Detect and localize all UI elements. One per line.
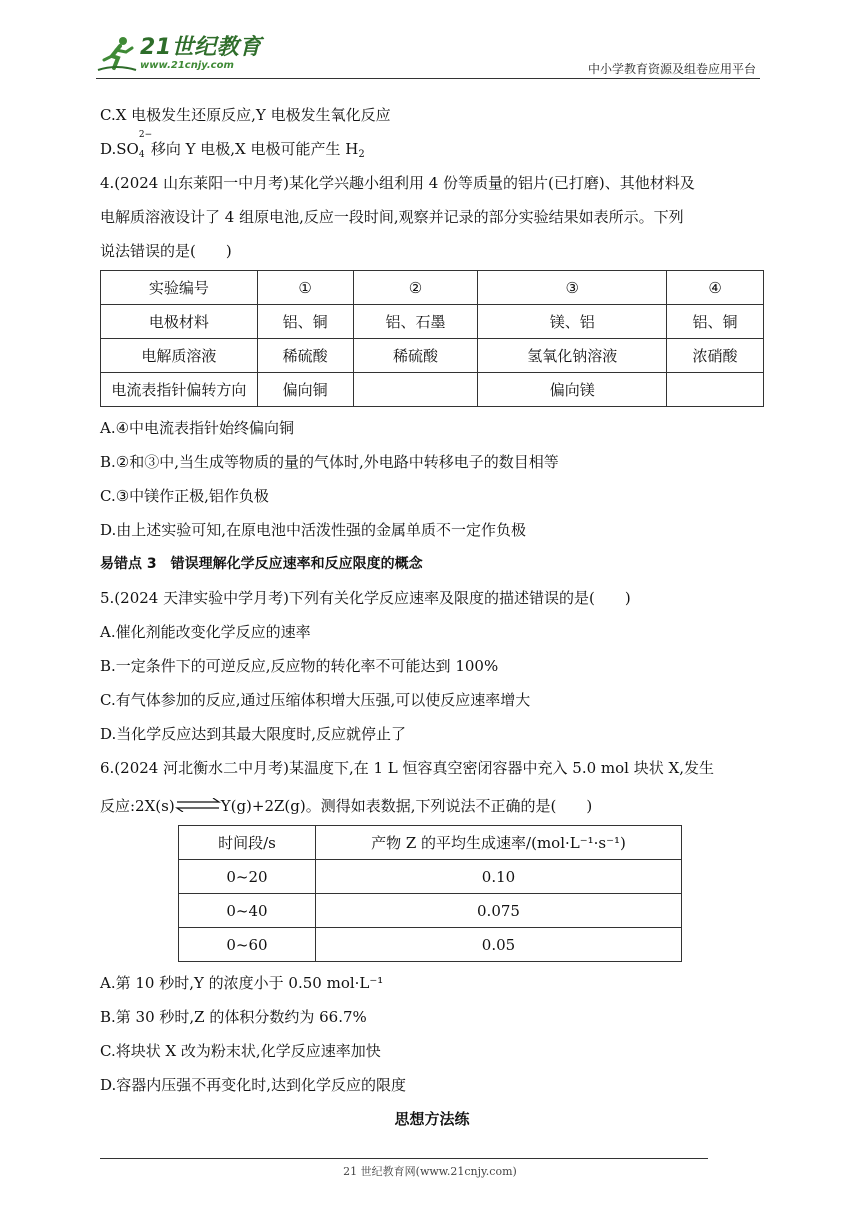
- table-cell: 铝、石墨: [353, 305, 478, 339]
- table-cell: 铝、铜: [257, 305, 353, 339]
- page-footer: 21 世纪教育网(www.21cnjy.com): [343, 1165, 517, 1178]
- table-cell: 0~20: [179, 860, 316, 894]
- table-cell: 0~40: [179, 894, 316, 928]
- question-content: [100, 98, 764, 1136]
- logo-url: www.21cnjy.com: [140, 60, 234, 71]
- q4-option-d: D.由上述实验可知,在原电池中活泼性强的金属单质不一定作负极: [100, 521, 527, 539]
- q5-option-b: B.一定条件下的可逆反应,反应物的转化率不可能达到 100%: [100, 657, 499, 675]
- q5-stem: 5.(2024 天津实验中学月考)下列有关化学反应速率及限度的描述错误的是( ): [100, 589, 631, 607]
- table-cell: ③: [478, 271, 667, 305]
- table-row: [179, 928, 682, 962]
- table-header-cell: 产物 Z 的平均生成速率/(mol·L⁻¹·s⁻¹): [316, 826, 682, 860]
- table-cell: 0.10: [316, 860, 682, 894]
- q4-stem-line-3: 说法错误的是( ): [100, 242, 232, 260]
- q3-option-c: C.X 电极发生还原反应,Y 电极发生氧化反应: [100, 106, 391, 124]
- section-heading: 易错点 3 错误理解化学反应速率和反应限度的概念: [100, 556, 423, 572]
- logo-title: 21世纪教育: [140, 35, 262, 60]
- q3-option-d: [100, 132, 764, 166]
- reaction-lhs: 反应:2X(s): [100, 797, 175, 815]
- q6-stem-line-2: [100, 785, 764, 823]
- sulfate-charge: [138, 130, 153, 160]
- next-section-title: 思想方法练: [394, 1110, 470, 1128]
- table-cell: 浓硝酸: [667, 339, 764, 373]
- table-row: [101, 305, 764, 339]
- q5-option-c: C.有气体参加的反应,通过压缩体积增大压强,可以使反应速率增大: [100, 691, 531, 709]
- table-cell: 电极材料: [101, 305, 258, 339]
- page-header: [96, 34, 760, 78]
- table-cell: [353, 373, 478, 407]
- platform-tagline: 中小学教育资源及组卷应用平台: [587, 62, 756, 76]
- table-row: [179, 826, 682, 860]
- table-cell: 偏向镁: [478, 373, 667, 407]
- table-cell: ①: [257, 271, 353, 305]
- q5-option-a: A.催化剂能改变化学反应的速率: [100, 623, 311, 641]
- q4-stem-line-1: 4.(2024 山东莱阳一中月考)某化学兴趣小组利用 4 份等质量的铝片(已打磨)、其他材料及: [100, 174, 695, 192]
- q6-option-c: C.将块状 X 改为粉末状,化学反应速率加快: [100, 1042, 381, 1060]
- table-cell: 稀硫酸: [353, 339, 478, 373]
- h2-sub: 2: [358, 149, 365, 160]
- table-cell: 0~60: [179, 928, 316, 962]
- table-row: [101, 271, 764, 305]
- q5-option-d: D.当化学反应达到其最大限度时,反应就停止了: [100, 725, 407, 743]
- table-cell: 铝、铜: [667, 305, 764, 339]
- footer-divider: [100, 1158, 708, 1159]
- q6-option-d: D.容器内压强不再变化时,达到化学反应的限度: [100, 1076, 407, 1094]
- q4-option-a: A.④中电流表指针始终偏向铜: [100, 419, 295, 437]
- runner-logo-icon: [96, 34, 138, 74]
- q6-option-a: A.第 10 秒时,Y 的浓度小于 0.50 mol·L⁻¹: [100, 974, 384, 992]
- table-cell: 稀硫酸: [257, 339, 353, 373]
- q4-stem-line-2: 电解质溶液设计了 4 组原电池,反应一段时间,观察并记录的部分实验结果如表所示。下列: [100, 208, 684, 226]
- site-logo: [96, 34, 262, 74]
- table-cell: 实验编号: [101, 271, 258, 305]
- table-cell: 偏向铜: [257, 373, 353, 407]
- table-row: [101, 373, 764, 407]
- reaction-rhs: Y(g)+2Z(g)。测得如表数据,下列说法不正确的是( ): [220, 797, 593, 815]
- table-cell: 电流表指针偏转方向: [101, 373, 258, 407]
- q6-option-b: B.第 30 秒时,Z 的体积分数约为 66.7%: [100, 1008, 367, 1026]
- sulfate-sup: 2−: [138, 130, 153, 140]
- table-cell: 0.075: [316, 894, 682, 928]
- table-cell: [667, 373, 764, 407]
- header-divider: [96, 78, 760, 79]
- table-cell: ②: [353, 271, 478, 305]
- q4-table: [100, 270, 764, 407]
- equilibrium-arrow-icon: [175, 786, 221, 800]
- sulfate-sub: 4: [138, 150, 145, 160]
- table-cell: 0.05: [316, 928, 682, 962]
- q4-option-b: B.②和③中,当生成等物质的量的气体时,外电路中转移电子的数目相等: [100, 453, 559, 471]
- q4-option-c: C.③中镁作正极,铝作负极: [100, 487, 269, 505]
- q6-table: [178, 825, 682, 962]
- table-header-cell: 时间段/s: [179, 826, 316, 860]
- table-cell: 氢氧化钠溶液: [478, 339, 667, 373]
- table-row: [179, 894, 682, 928]
- table-row: [179, 860, 682, 894]
- q3-option-d-pre: D.SO: [100, 140, 139, 158]
- table-cell: 电解质溶液: [101, 339, 258, 373]
- table-cell: ④: [667, 271, 764, 305]
- table-cell: 镁、铝: [478, 305, 667, 339]
- q6-stem-line-1: 6.(2024 河北衡水二中月考)某温度下,在 1 L 恒容真空密闭容器中充入 5.0 mol 块状 X,发生: [100, 759, 714, 777]
- table-row: [101, 339, 764, 373]
- q3-option-d-post: 移向 Y 电极,X 电极可能产生 H: [150, 140, 359, 158]
